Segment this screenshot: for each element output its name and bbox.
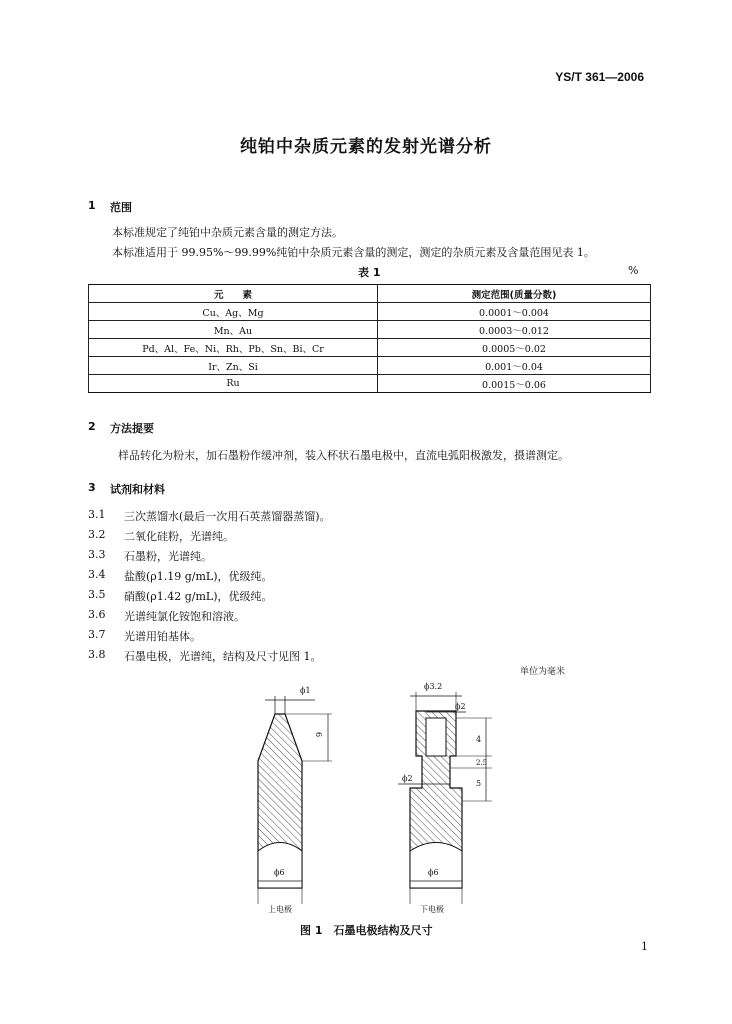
table-cell-range: 0.001～0.04 xyxy=(378,357,651,375)
table-cell-element: Pd、Al、Fe、Ni、Rh、Pb、Sn、Bi、Cr xyxy=(89,339,378,357)
list-item-number: 3.2 xyxy=(88,528,106,541)
list-item-text: 石墨粉，光谱纯。 xyxy=(124,550,212,563)
table-row xyxy=(89,357,651,375)
list-item-text: 石墨电极，光谱纯，结构及尺寸见图 1。 xyxy=(124,650,322,663)
list-item-text: 硝酸(ρ1.42 g/mL)，优级纯。 xyxy=(124,590,273,603)
table-cell-element: Ir、Zn、Si xyxy=(89,357,378,375)
table-cell-range: 0.0015～0.06 xyxy=(378,375,651,393)
upper-electrode xyxy=(258,696,332,904)
section-2-heading: 方法提要 xyxy=(110,422,154,435)
section-2-paragraph: 样品转化为粉末，加石墨粉作缓冲剂，装入杯状石墨电极中，直流电弧阳极激发，摄谱测定。 xyxy=(118,449,569,462)
table-1 xyxy=(88,284,651,393)
lower-dim-side-1: 4 xyxy=(476,735,482,744)
table-cell-element: Ru xyxy=(89,375,378,393)
section-1-paragraph-1: 本标准规定了纯铂中杂质元素含量的测定方法。 xyxy=(112,226,343,239)
lower-dim-top: ϕ3.2 xyxy=(424,682,443,691)
list-item-number: 3.1 xyxy=(88,508,106,521)
table-header-element: 元 素 xyxy=(89,285,378,303)
list-item-number: 3.7 xyxy=(88,628,106,641)
table-header-range: 测定范围(质量分数) xyxy=(378,285,651,303)
lower-electrode-label: 下电极 xyxy=(420,905,444,914)
figure-unit-note: 单位为毫米 xyxy=(520,667,566,677)
table-row xyxy=(89,303,651,321)
list-item-text: 二氧化硅粉，光谱纯。 xyxy=(124,530,234,543)
figure-1-drawing xyxy=(240,676,500,914)
lower-dim-side-2: 2.5 xyxy=(476,759,488,767)
list-item-text: 盐酸(ρ1.19 g/mL)，优级纯。 xyxy=(124,570,273,583)
list-item-text: 光谱纯氯化铵饱和溶液。 xyxy=(124,610,245,623)
table-cell-element: Cu、Ag、Mg xyxy=(89,303,378,321)
upper-dim-side: 6 xyxy=(314,731,324,738)
upper-dim-top: ϕ1 xyxy=(300,686,311,695)
list-item-text: 三次蒸馏水(最后一次用石英蒸馏器蒸馏)。 xyxy=(124,510,331,523)
lower-electrode xyxy=(398,692,492,904)
section-3-number: 3 xyxy=(88,481,96,494)
upper-dim-base: ϕ6 xyxy=(274,868,285,877)
section-1-paragraph-2: 本标准适用于 99.95%～99.99%纯铂中杂质元素含量的测定，测定的杂质元素及含量范围见表 1。 xyxy=(112,246,595,259)
page-number: 1 xyxy=(641,940,648,953)
table-1-caption: 表 1 xyxy=(358,266,381,279)
section-1-number: 1 xyxy=(88,199,96,212)
table-cell-range: 0.0005～0.02 xyxy=(378,339,651,357)
table-row xyxy=(89,339,651,357)
page-title: 纯铂中杂质元素的发射光谱分析 xyxy=(240,137,492,157)
list-item-number: 3.4 xyxy=(88,568,106,581)
list-item-text: 光谱用铂基体。 xyxy=(124,630,201,643)
section-3-heading: 试剂和材料 xyxy=(110,483,165,496)
section-2-number: 2 xyxy=(88,420,96,433)
lower-dim-inner: ϕ2 xyxy=(455,702,466,711)
table-cell-element: Mn、Au xyxy=(89,321,378,339)
list-item-number: 3.6 xyxy=(88,608,106,621)
section-1-heading: 范围 xyxy=(110,201,132,214)
table-row xyxy=(89,321,651,339)
table-cell-range: 0.0001～0.004 xyxy=(378,303,651,321)
lower-dim-side-3: 5 xyxy=(476,779,482,788)
list-item-number: 3.8 xyxy=(88,648,106,661)
lower-dim-neck: ϕ2 xyxy=(402,774,413,783)
figure-1-caption: 图 1 石墨电极结构及尺寸 xyxy=(300,924,433,937)
table-header-row xyxy=(89,285,651,303)
table-row xyxy=(89,375,651,393)
lower-dim-base: ϕ6 xyxy=(428,868,439,877)
list-item-number: 3.3 xyxy=(88,548,106,561)
document-code: YS/T 361—2006 xyxy=(555,70,644,84)
list-item-number: 3.5 xyxy=(88,588,106,601)
table-cell-range: 0.0003～0.012 xyxy=(378,321,651,339)
upper-electrode-label: 上电极 xyxy=(268,905,292,914)
table-1-unit: % xyxy=(628,264,639,277)
